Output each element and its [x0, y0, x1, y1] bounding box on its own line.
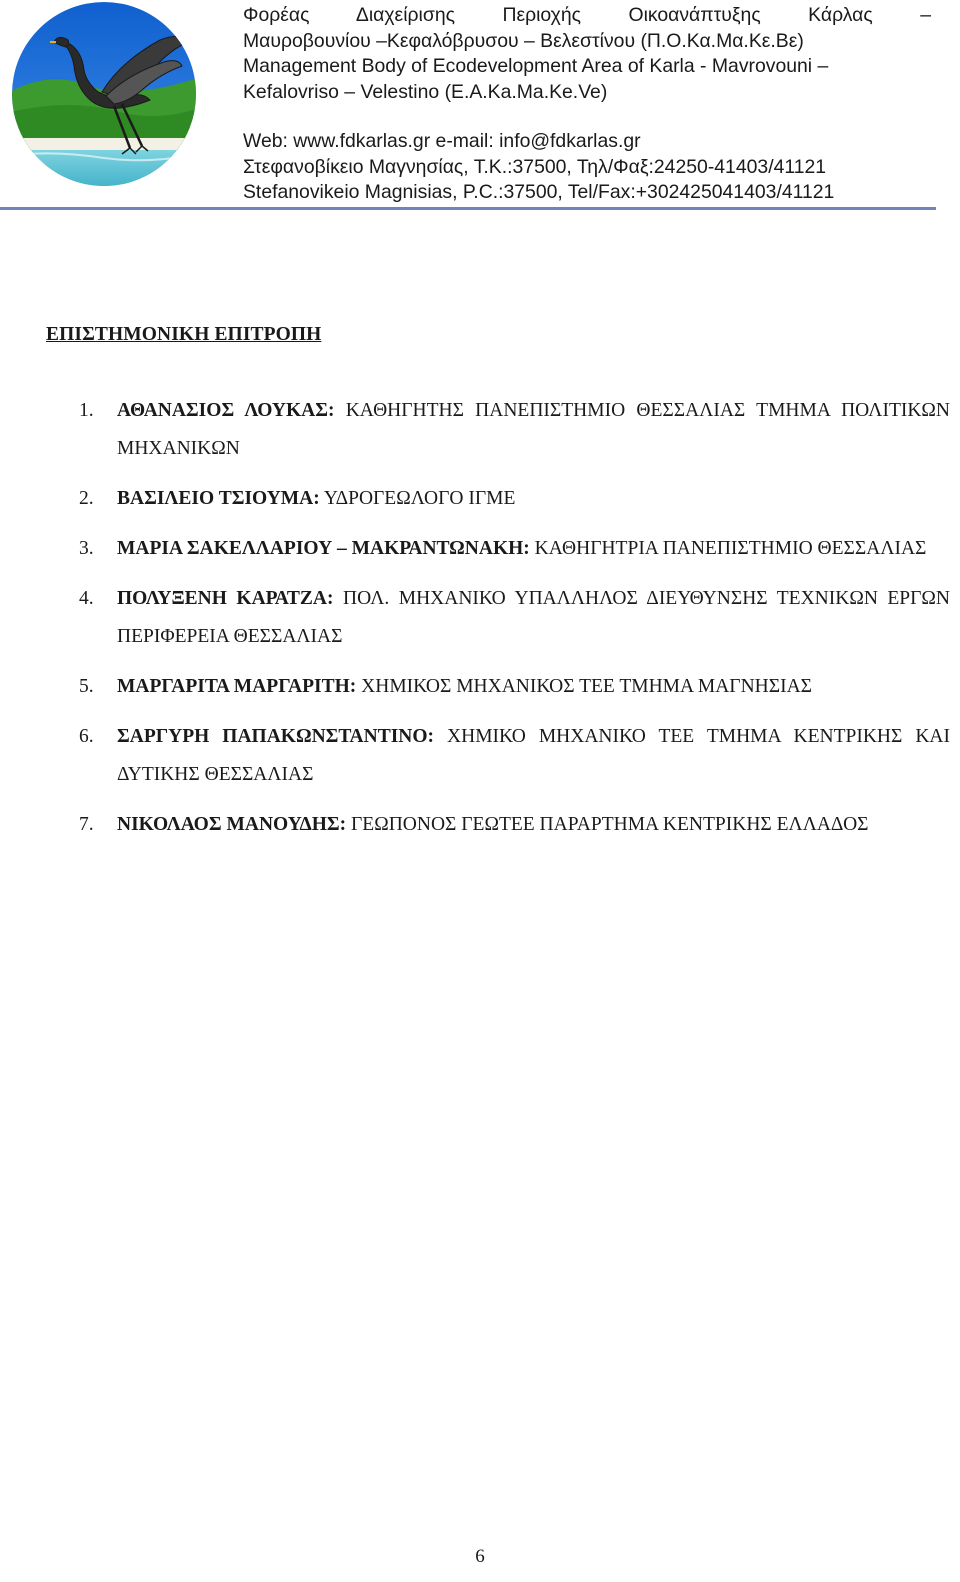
item-text	[117, 806, 950, 844]
member-name: ΠΟΛΥΞΕΝΗ ΚΑΡΑΤΖΑ:	[117, 588, 334, 609]
item-text	[117, 580, 950, 656]
item-number: 1.	[79, 400, 94, 421]
header-divider	[0, 207, 936, 210]
header-organization-info	[243, 3, 931, 206]
item-text	[117, 480, 950, 518]
item-text	[117, 668, 950, 706]
header-address-greek: Στεφανοβίκειο Μαγνησίας, Τ.Κ.:37500, Τηλ/Φαξ:24250-41403/41121	[243, 155, 827, 178]
member-name: ΜΑΡΓΑΡΙΤΑ ΜΑΡΓΑΡΙΤΗ:	[117, 676, 357, 697]
section-title: ΕΠΙΣΤΗΜΟΝΙΚΗ ΕΠΙΤΡΟΠΗ	[46, 324, 322, 345]
item-number: 7.	[79, 814, 94, 835]
page-number: 6	[475, 1546, 485, 1567]
header-address-english: Stefanovikeio Magnisias, P.C.:37500, Tel/Fax:+302425041403/41121	[243, 181, 835, 203]
item-text	[117, 530, 950, 568]
item-number: 3.	[79, 538, 94, 559]
member-role: ΧΗΜΙΚΟ ΜΗΧΑΝΙΚΟ ΤΕΕ ΤΜΗΜΑ ΚΕΝΤΡΙΚΗΣ ΚΑΙ ΔΥΤΙΚΗΣ ΘΕΣΣΑΛΙΑΣ	[117, 726, 950, 785]
list-item	[79, 392, 950, 468]
item-number: 5.	[79, 676, 94, 697]
item-text	[117, 718, 950, 794]
member-role: ΚΑΘΗΓΗΤΡΙΑ ΠΑΝΕΠΙΣΤΗΜΙΟ ΘΕΣΣΑΛΙΑΣ	[534, 538, 927, 559]
member-role: ΓΕΩΠΟΝΟΣ ΓΕΩΤΕΕ ΠΑΡΑΡΤΗΜΑ ΚΕΝΤΡΙΚΗΣ ΕΛΛΑΔΟΣ	[351, 814, 869, 835]
member-role: ΥΔΡΟΓΕΩΛΟΓΟ ΙΓΜΕ	[323, 488, 516, 509]
member-role: ΧΗΜΙΚΟΣ ΜΗΧΑΝΙΚΟΣ ΤΕΕ ΤΜΗΜΑ ΜΑΓΝΗΣΙΑΣ	[361, 676, 813, 697]
item-text	[117, 392, 950, 468]
list-item	[79, 480, 950, 518]
member-role: ΚΑΘΗΓΗΤΗΣ ΠΑΝΕΠΙΣΤΗΜΙΟ ΘΕΣΣΑΛΙΑΣ ΤΜΗΜΑ ΠΟΛΙΤΙΚΩΝ ΜΗΧΑΝΙΚΩΝ	[117, 400, 951, 459]
list-item	[79, 668, 950, 706]
member-name: ΣΑΡΓΥΡΗ ΠΑΠΑΚΩΝΣΤΑΝΤΙΝΟ:	[117, 726, 435, 747]
item-number: 4.	[79, 588, 94, 609]
member-name: ΒΑΣΙΛΕΙΟ ΤΣΙΟΥΜΑ:	[117, 488, 320, 509]
header-line-4: Kefalovriso – Velestino (E.A.Ka.Ma.Ke.Ve)	[243, 80, 608, 103]
list-item	[79, 806, 950, 844]
members-list	[79, 392, 950, 856]
header-line-1: Φορέας Διαχείρισης Περιοχής Οικοανάπτυξης Κάρλας –	[243, 4, 931, 26]
header-line-3: Management Body of Ecodevelopment Area of Karla - Mavrovouni –	[243, 55, 829, 77]
member-name: ΝΙΚΟΛΑΟΣ ΜΑΝΟΥΔΗΣ:	[117, 814, 347, 835]
member-role: ΠΟΛ. ΜΗΧΑΝΙΚΟ ΥΠΑΛΛΗΛΟΣ ΔΙΕΥΘΥΝΣΗΣ ΤΕΧΝΙΚΩΝ ΕΡΓΩΝ ΠΕΡΙΦΕΡΕΙΑ ΘΕΣΣΑΛΙΑΣ	[117, 588, 950, 647]
list-item	[79, 718, 950, 794]
organization-logo-heron-icon	[10, 0, 198, 188]
list-item	[79, 580, 950, 656]
header-web-email: Web: www.fdkarlas.gr e-mail: info@fdkarlas.gr	[243, 130, 641, 152]
member-name: ΑΘΑΝΑΣΙΟΣ ΛΟΥΚΑΣ:	[117, 400, 335, 421]
member-name: ΜΑΡΙΑ ΣΑΚΕΛΛΑΡΙΟΥ – ΜΑΚΡΑΝΤΩΝΑΚΗ:	[117, 538, 530, 559]
list-item	[79, 530, 950, 568]
item-number: 2.	[79, 488, 94, 509]
item-number: 6.	[79, 726, 94, 747]
header-line-2: Μαυροβουνίου –Κεφαλόβρυσου – Βελεστίνου (Π.Ο.Κα.Μα.Κε.Βε)	[243, 29, 804, 52]
